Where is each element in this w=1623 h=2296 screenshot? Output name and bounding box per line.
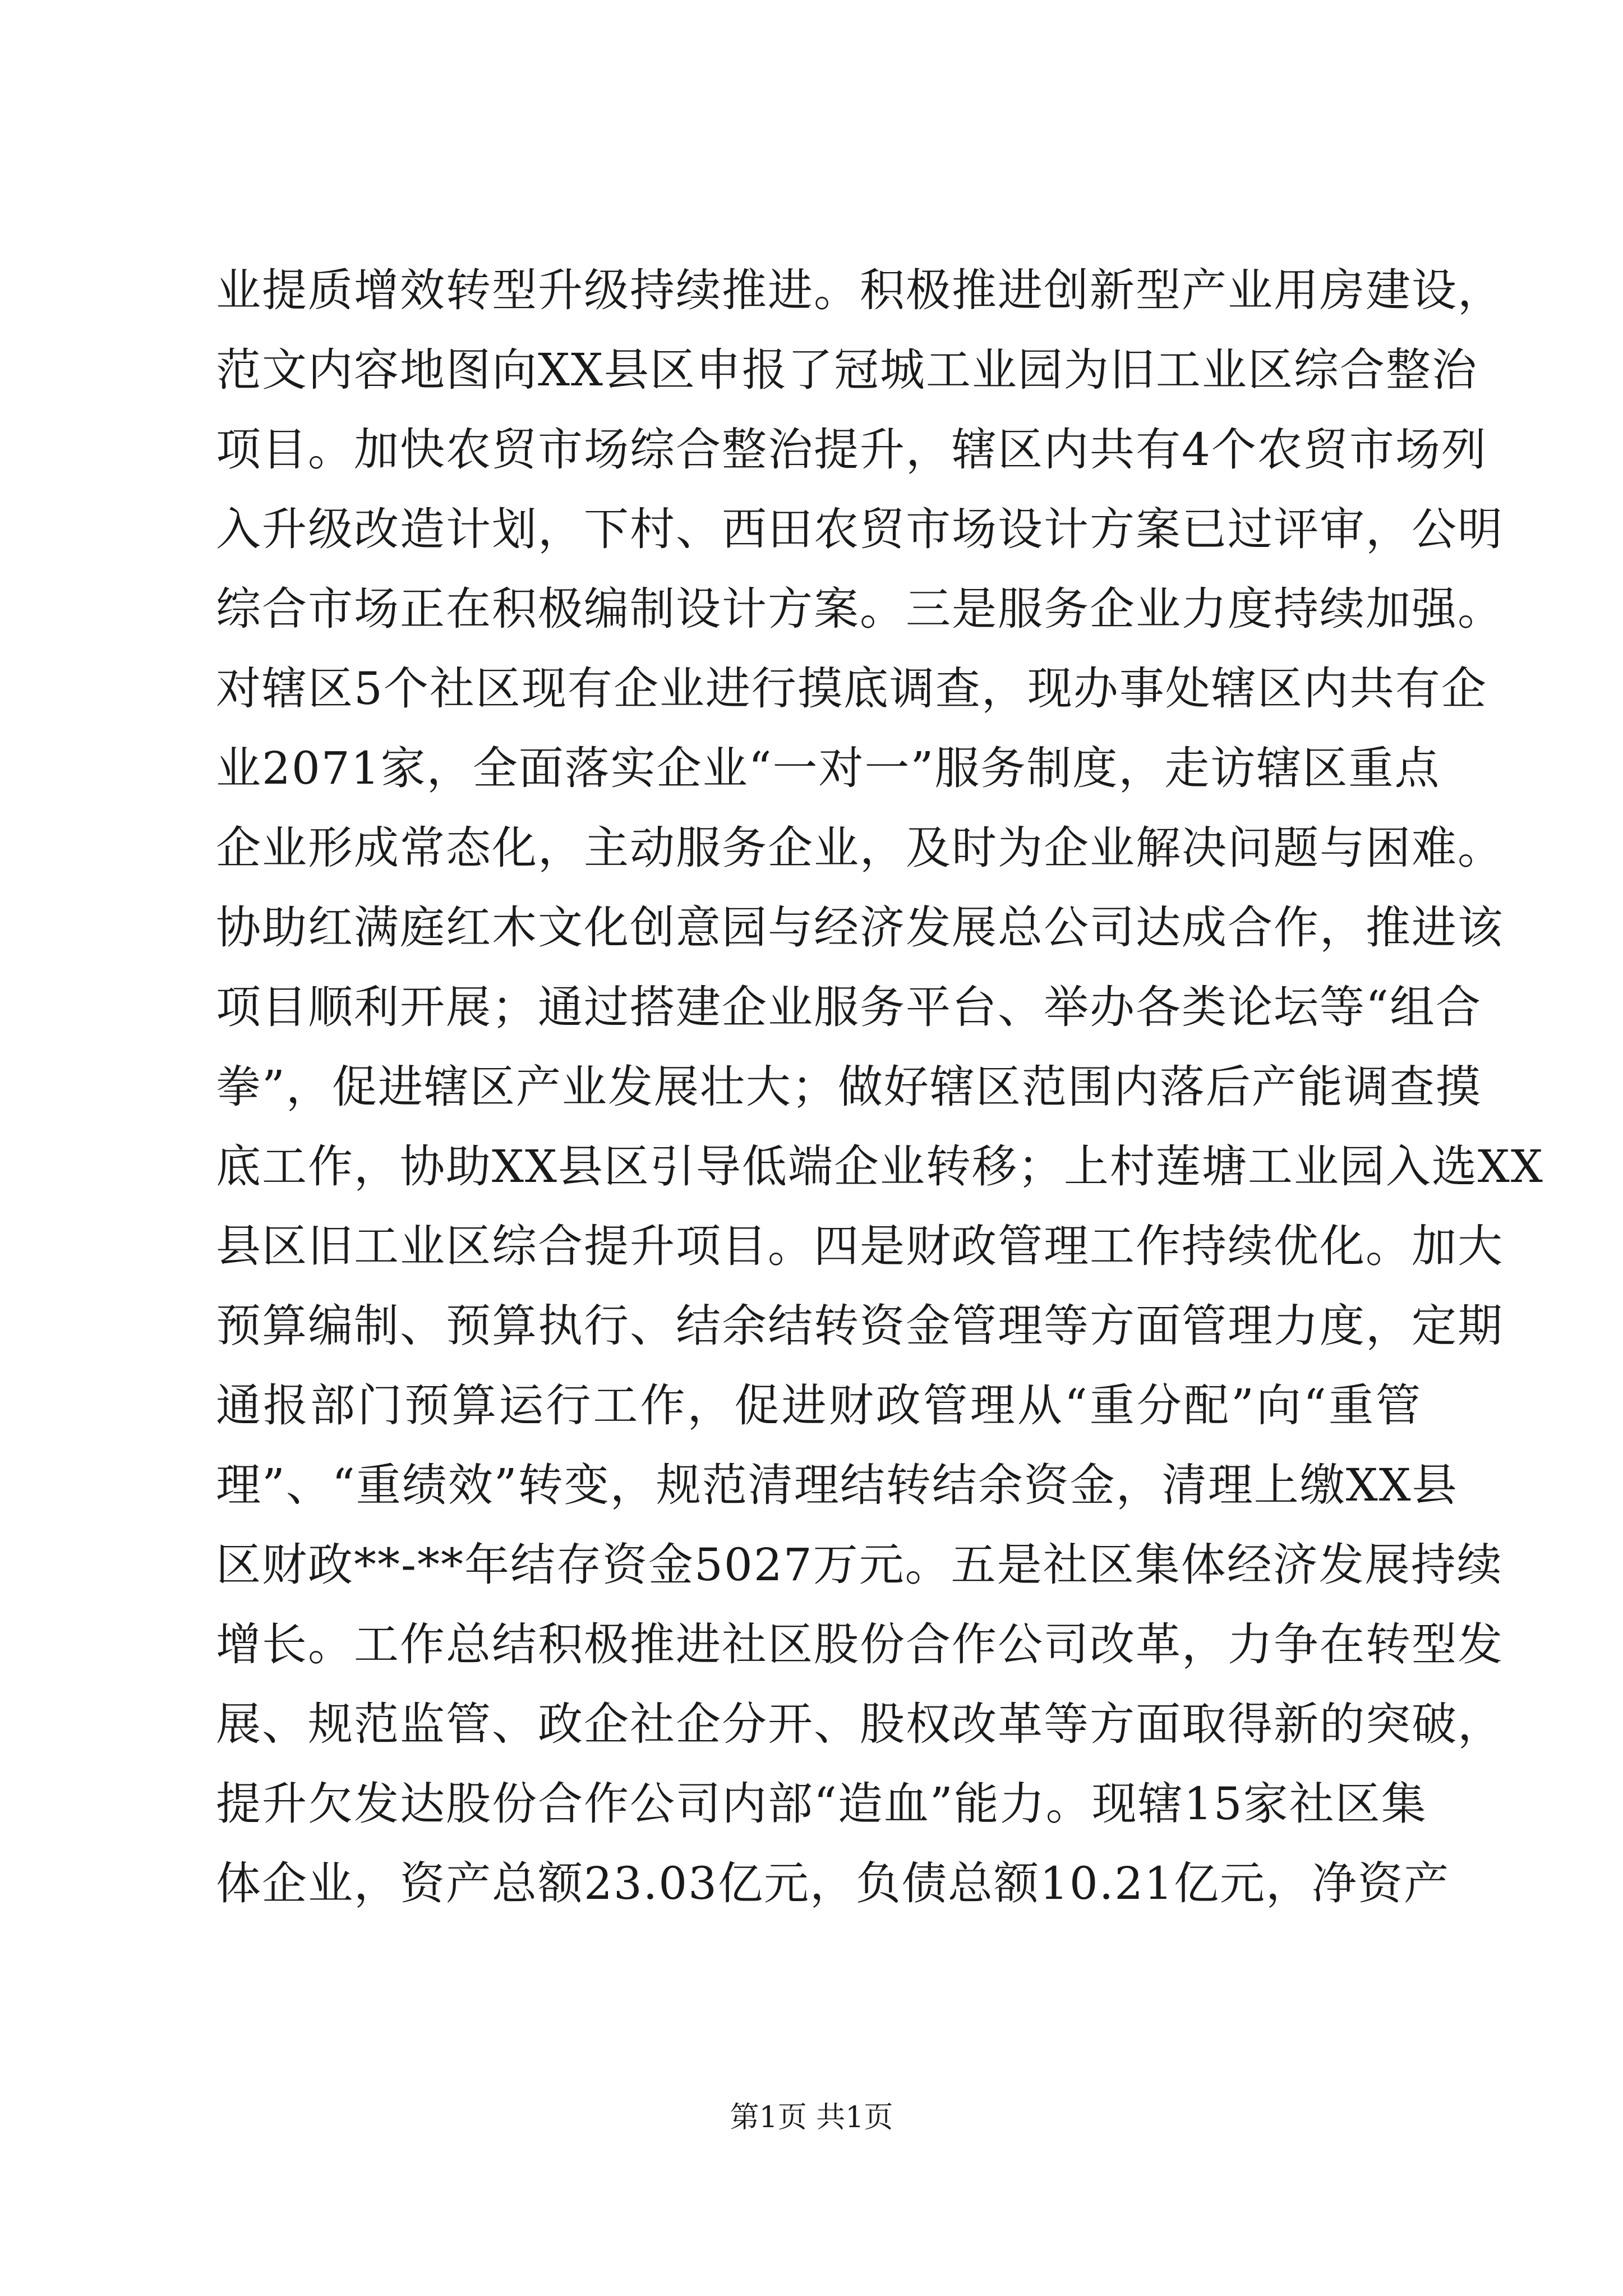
body-line-21: 体企业，资产总额23.03亿元，负债总额10.21亿元，净资产 [216, 1857, 1450, 1910]
body-line-11: 拳”，促进辖区产业发展壮大；做好辖区范围内落后产能调查摸 [216, 1061, 1482, 1113]
body-line-17: 区财政**-**年结存资金5027万元。五是社区集体经济发展持续 [216, 1539, 1503, 1591]
body-line-19: 展、规范监管、政企社企分开、股权改革等方面取得新的突破， [216, 1698, 1504, 1750]
body-line-1: 业提质增效转型升级持续推进。积极推进创新型产业用房建设， [216, 264, 1504, 316]
body-line-12: 底工作，协助XX县区引导低端企业转移；上村莲塘工业园入选XX [216, 1140, 1544, 1193]
body-line-9: 协助红满庭红木文化创意园与经济发展总公司达成合作，推进该 [216, 901, 1504, 954]
body-line-18: 增长。工作总结积极推进社区股份合作公司改革，力争在转型发 [216, 1618, 1504, 1671]
body-line-5: 综合市场正在积极编制设计方案。三是服务企业力度持续加强。 [216, 583, 1504, 635]
page-footer: 第1页 共1页 [730, 2101, 893, 2134]
body-line-2: 范文内容地图向XX县区申报了冠城工业园为旧工业区综合整治 [216, 344, 1478, 396]
body-line-10: 项目顺利开展；通过搭建企业服务平台、举办各类论坛等“组合 [216, 981, 1482, 1033]
body-line-15: 通报部门预算运行工作，促进财政管理从“重分配”向“重管 [216, 1379, 1422, 1432]
body-line-4: 入升级改造计划，下村、西田农贸市场设计方案已过评审，公明 [216, 503, 1504, 555]
body-line-16: 理”、“重绩效”转变，规范清理结转结余资金，清理上缴XX县 [216, 1459, 1458, 1511]
body-line-14: 预算编制、预算执行、结余结转资金管理等方面管理力度，定期 [216, 1300, 1504, 1352]
body-line-8: 企业形成常态化，主动服务企业，及时为企业解决问题与困难。 [216, 822, 1504, 874]
body-line-3: 项目。加快农贸市场综合整治提升，辖区内共有4个农贸市场列 [216, 424, 1487, 476]
body-line-20: 提升欠发达股份合作公司内部“造血”能力。现辖15家社区集 [216, 1778, 1427, 1830]
body-line-6: 对辖区5个社区现有企业进行摸底调查，现办事处辖区内共有企 [216, 662, 1487, 715]
body-line-13: 县区旧工业区综合提升项目。四是财政管理工作持续优化。加大 [216, 1220, 1504, 1272]
body-line-7: 业2071家，全面落实企业“一对一”服务制度，走访辖区重点 [216, 742, 1441, 794]
